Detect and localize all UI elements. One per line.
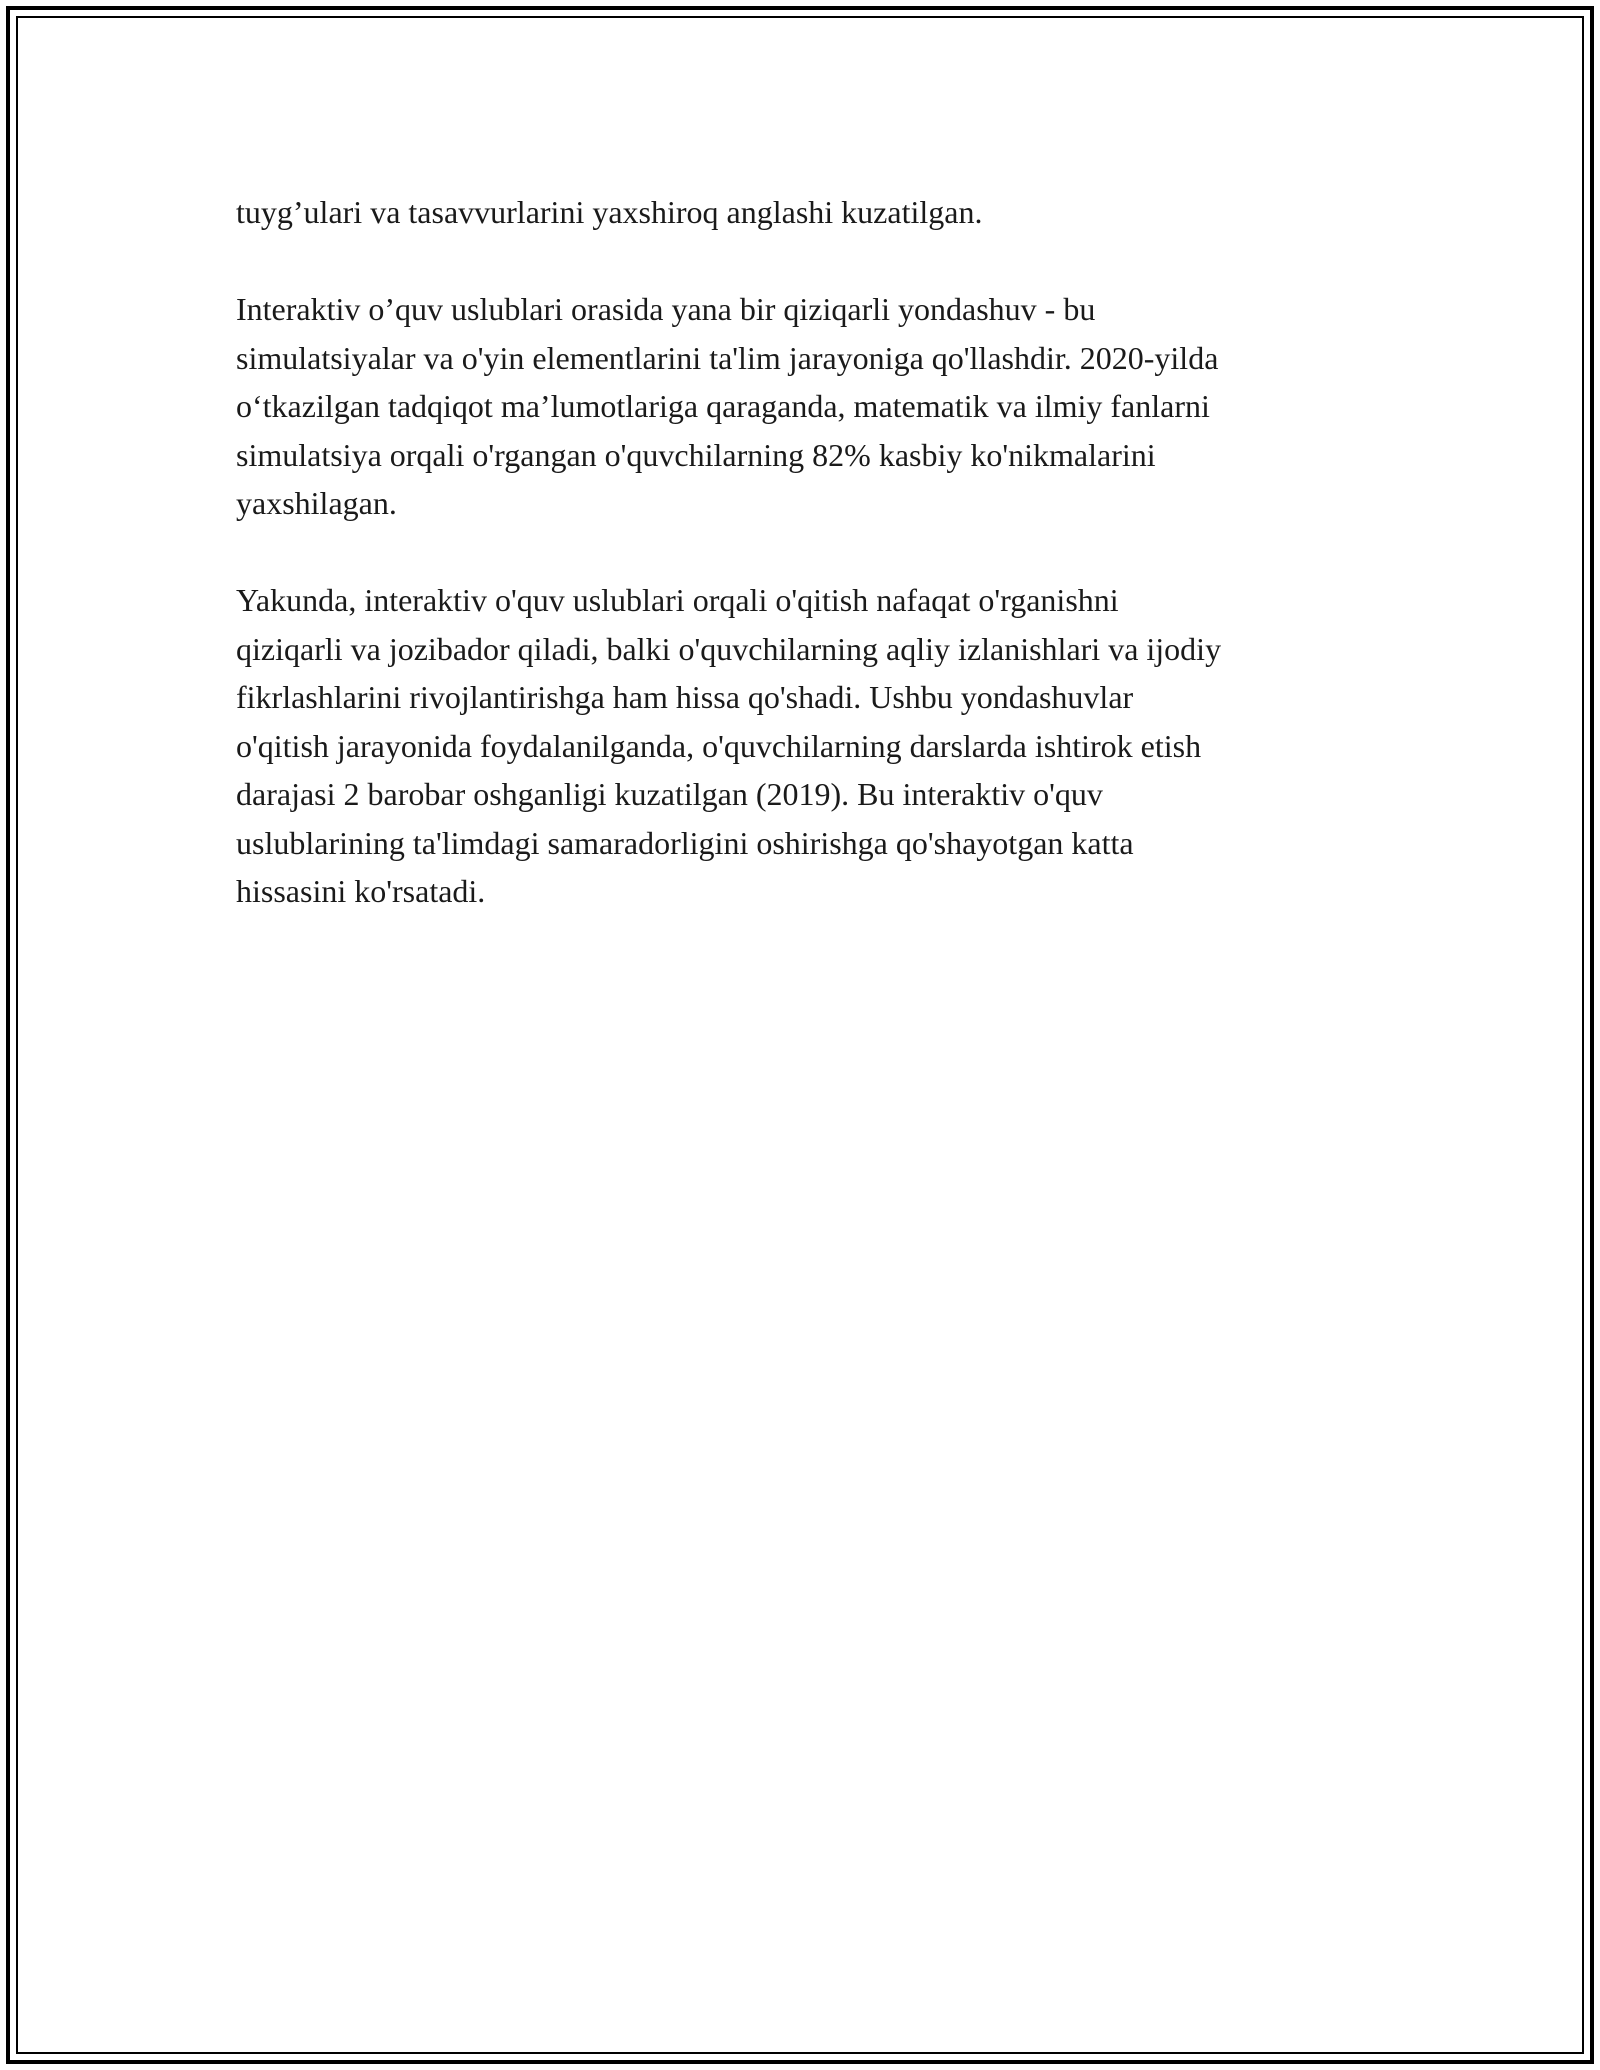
text-line: fikrlashlarini rivojlantirishga ham hissa qo'shadi. Ushbu yondashuvlar <box>236 679 1134 715</box>
text-line: hissasini ko'rsatadi. <box>236 873 486 909</box>
text-line: o‘tkazilgan tadqiqot ma’lumotlariga qaraganda, matematik va ilmiy fanlarni <box>236 388 1210 424</box>
paragraph-3 <box>236 576 1366 916</box>
text-line: qiziqarli va jozibador qiladi, balki o'quvchilarning aqliy izlanishlari va ijodiy <box>236 630 1222 667</box>
text-line: uslublarining ta'limdagi samaradorligini oshirishga qo'shayotgan katta <box>236 824 1134 861</box>
text-line: simulatsiyalar va o'yin elementlarini ta'lim jarayoniga qo'llashdir. 2020-yilda <box>236 339 1219 376</box>
text-line: tuyg’ulari va tasavvurlarini yaxshiroq anglashi kuzatilgan. <box>236 194 983 230</box>
text-line: darajasi 2 barobar oshganligi kuzatilgan (2019). Bu interaktiv o'quv <box>236 776 1103 812</box>
text-line: yaxshilagan. <box>236 485 397 521</box>
paragraph-1 <box>236 188 1366 237</box>
document-body <box>236 188 1366 964</box>
text-line: Yakunda, interaktiv o'quv uslublari orqali o'qitish nafaqat o'rganishni <box>236 582 1119 618</box>
text-line: o'qitish jarayonida foydalanilganda, o'quvchilarning darslarda ishtirok etish <box>236 727 1202 764</box>
text-line: Interaktiv o’quv uslublari orasida yana bir qiziqarli yondashuv - bu <box>236 291 1096 327</box>
paragraph-2 <box>236 285 1366 528</box>
text-line: simulatsiya orqali o'rgangan o'quvchilarning 82% kasbiy ko'nikmalarini <box>236 436 1156 473</box>
